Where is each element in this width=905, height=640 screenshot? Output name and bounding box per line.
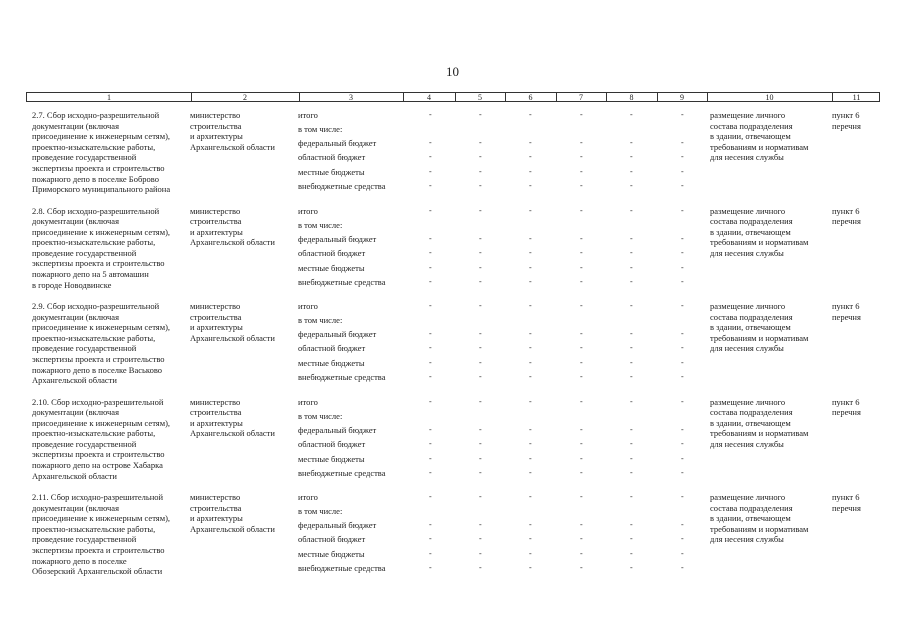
empty-value-dash: - bbox=[580, 138, 583, 147]
empty-value-dash: - bbox=[429, 453, 432, 463]
header-divider bbox=[191, 93, 192, 101]
empty-value-dash: - bbox=[529, 301, 532, 310]
empty-value-dash: - bbox=[580, 262, 583, 272]
empty-value-dash: - bbox=[429, 329, 432, 338]
funding-source-label: внебюджетные средства bbox=[298, 563, 386, 573]
empty-value-dash: - bbox=[479, 110, 482, 119]
empty-value-dash: - bbox=[681, 453, 684, 463]
empty-value-dash: - bbox=[479, 534, 482, 543]
empty-value-dash: - bbox=[681, 110, 684, 119]
empty-value-dash: - bbox=[429, 343, 432, 352]
expected-result: размещение личного состава подразделения в здании, отвечающем требованиям и нормативам для несения службы bbox=[710, 301, 809, 354]
empty-value-dash: - bbox=[681, 138, 684, 147]
funding-source-label: итого bbox=[298, 110, 318, 120]
empty-value-dash: - bbox=[580, 396, 583, 406]
empty-value-dash: - bbox=[630, 301, 633, 310]
empty-value-dash: - bbox=[479, 181, 482, 190]
empty-value-dash: - bbox=[429, 467, 432, 477]
empty-value-dash: - bbox=[529, 358, 532, 367]
empty-value-dash: - bbox=[529, 549, 532, 558]
executor: министерство строительства и архитектуры Архангельской области bbox=[190, 110, 275, 152]
empty-value-dash: - bbox=[580, 358, 583, 367]
funding-source-label: федеральный бюджет bbox=[298, 233, 377, 244]
empty-value-dash: - bbox=[529, 110, 532, 119]
header-cell: 2 bbox=[243, 93, 247, 102]
header-divider bbox=[299, 93, 300, 101]
empty-value-dash: - bbox=[529, 205, 532, 215]
expected-result: размещение личного состава подразделения в здании, отвечающем требованиям и нормативам для несения службы bbox=[710, 492, 809, 545]
empty-value-dash: - bbox=[529, 329, 532, 338]
empty-value-dash: - bbox=[580, 453, 583, 463]
empty-value-dash: - bbox=[429, 262, 432, 272]
empty-value-dash: - bbox=[681, 152, 684, 161]
header-cell: 7 bbox=[579, 93, 583, 102]
empty-value-dash: - bbox=[479, 205, 482, 215]
empty-value-dash: - bbox=[529, 233, 532, 243]
funding-source-label: местные бюджеты bbox=[298, 262, 365, 273]
empty-value-dash: - bbox=[580, 492, 583, 501]
header-cell: 1 bbox=[107, 93, 111, 102]
empty-value-dash: - bbox=[681, 329, 684, 338]
empty-value-dash: - bbox=[479, 138, 482, 147]
empty-value-dash: - bbox=[479, 549, 482, 558]
funding-source-label: местные бюджеты bbox=[298, 167, 365, 177]
empty-value-dash: - bbox=[479, 372, 482, 381]
funding-source-label: внебюджетные средства bbox=[298, 181, 386, 191]
empty-value-dash: - bbox=[429, 396, 432, 406]
empty-value-dash: - bbox=[429, 205, 432, 215]
empty-value-dash: - bbox=[580, 276, 583, 286]
activity-name: 2.10. Сбор исходно-разрешительной документации (включая присоединение к инженерным сетям), проектно-изыскательские работы, проведение государственной экспертизы проекта и строительство пожарного депо на острове Хабарка Архангельской области bbox=[32, 396, 171, 481]
empty-value-dash: - bbox=[479, 424, 482, 434]
empty-value-dash: - bbox=[429, 276, 432, 286]
empty-value-dash: - bbox=[580, 534, 583, 543]
funding-source-label: местные бюджеты bbox=[298, 549, 365, 559]
empty-value-dash: - bbox=[429, 152, 432, 161]
header-divider bbox=[832, 93, 833, 101]
expected-result: размещение личного состава подразделения в здании, отвечающем требованиям и нормативам для несения службы bbox=[710, 396, 809, 449]
empty-value-dash: - bbox=[630, 233, 633, 243]
empty-value-dash: - bbox=[529, 563, 532, 572]
header-cell: 9 bbox=[680, 93, 684, 102]
empty-value-dash: - bbox=[630, 110, 633, 119]
empty-value-dash: - bbox=[529, 520, 532, 529]
empty-value-dash: - bbox=[681, 424, 684, 434]
empty-value-dash: - bbox=[580, 343, 583, 352]
header-cell: 8 bbox=[629, 93, 634, 102]
empty-value-dash: - bbox=[429, 438, 432, 448]
header-divider bbox=[403, 93, 404, 101]
empty-value-dash: - bbox=[479, 343, 482, 352]
empty-value-dash: - bbox=[529, 492, 532, 501]
empty-value-dash: - bbox=[479, 276, 482, 286]
empty-value-dash: - bbox=[681, 563, 684, 572]
funding-source-label: областной бюджет bbox=[298, 438, 366, 449]
table-row bbox=[26, 110, 880, 202]
empty-value-dash: - bbox=[630, 467, 633, 477]
header-divider bbox=[505, 93, 506, 101]
empty-value-dash: - bbox=[630, 138, 633, 147]
empty-value-dash: - bbox=[630, 343, 633, 352]
empty-value-dash: - bbox=[580, 424, 583, 434]
empty-value-dash: - bbox=[479, 247, 482, 257]
executor: министерство строительства и архитектуры Архангельской области bbox=[190, 301, 275, 343]
empty-value-dash: - bbox=[429, 247, 432, 257]
empty-value-dash: - bbox=[529, 343, 532, 352]
empty-value-dash: - bbox=[580, 467, 583, 477]
empty-value-dash: - bbox=[580, 329, 583, 338]
empty-value-dash: - bbox=[630, 152, 633, 161]
header-cell: 11 bbox=[852, 93, 861, 102]
header-cell: 5 bbox=[478, 93, 482, 102]
header-cell: 4 bbox=[427, 93, 431, 102]
funding-source-label: в том числе: bbox=[298, 315, 343, 325]
empty-value-dash: - bbox=[429, 424, 432, 434]
empty-value-dash: - bbox=[630, 534, 633, 543]
executor: министерство строительства и архитектуры Архангельской области bbox=[190, 396, 275, 439]
expected-result: размещение личного состава подразделения в здании, отвечающем требованиям и нормативам для несения службы bbox=[710, 205, 809, 258]
empty-value-dash: - bbox=[529, 453, 532, 463]
header-divider bbox=[455, 93, 456, 101]
header-cell: 6 bbox=[528, 93, 533, 102]
activity-name: 2.8. Сбор исходно-разрешительной документации (включая присоединение к инженерным сетям), проектно-изыскательские работы, проведение государственной экспертизы проекта и строительство пожарного депо на 5 автомашин в городе Новодвинске bbox=[32, 205, 171, 290]
empty-value-dash: - bbox=[529, 138, 532, 147]
empty-value-dash: - bbox=[429, 492, 432, 501]
basis: пункт 6 перечня bbox=[832, 110, 861, 131]
table-row bbox=[26, 397, 880, 489]
funding-source-label: в том числе: bbox=[298, 124, 343, 134]
basis: пункт 6 перечня bbox=[832, 396, 861, 418]
funding-source-label: местные бюджеты bbox=[298, 358, 365, 368]
empty-value-dash: - bbox=[479, 438, 482, 448]
funding-source-label: федеральный бюджет bbox=[298, 138, 377, 148]
empty-value-dash: - bbox=[630, 549, 633, 558]
funding-source-label: местные бюджеты bbox=[298, 453, 365, 464]
empty-value-dash: - bbox=[630, 358, 633, 367]
executor: министерство строительства и архитектуры Архангельской области bbox=[190, 205, 275, 248]
empty-value-dash: - bbox=[630, 247, 633, 257]
empty-value-dash: - bbox=[681, 467, 684, 477]
empty-value-dash: - bbox=[429, 549, 432, 558]
empty-value-dash: - bbox=[681, 276, 684, 286]
empty-value-dash: - bbox=[479, 358, 482, 367]
empty-value-dash: - bbox=[681, 181, 684, 190]
funding-source-label: областной бюджет bbox=[298, 534, 366, 544]
empty-value-dash: - bbox=[479, 262, 482, 272]
empty-value-dash: - bbox=[580, 563, 583, 572]
funding-source-label: внебюджетные средства bbox=[298, 276, 386, 287]
page-number: 10 bbox=[446, 64, 459, 79]
funding-source-label: в том числе: bbox=[298, 219, 343, 230]
empty-value-dash: - bbox=[580, 247, 583, 257]
funding-source-label: федеральный бюджет bbox=[298, 520, 377, 530]
empty-value-dash: - bbox=[479, 301, 482, 310]
empty-value-dash: - bbox=[479, 453, 482, 463]
header-divider bbox=[707, 93, 708, 101]
empty-value-dash: - bbox=[681, 372, 684, 381]
empty-value-dash: - bbox=[580, 549, 583, 558]
empty-value-dash: - bbox=[681, 549, 684, 558]
empty-value-dash: - bbox=[479, 396, 482, 406]
basis: пункт 6 перечня bbox=[832, 205, 861, 227]
empty-value-dash: - bbox=[529, 167, 532, 176]
funding-source-label: областной бюджет bbox=[298, 247, 366, 258]
empty-value-dash: - bbox=[429, 301, 432, 310]
empty-value-dash: - bbox=[580, 233, 583, 243]
table-row bbox=[26, 206, 880, 298]
empty-value-dash: - bbox=[580, 110, 583, 119]
empty-value-dash: - bbox=[429, 520, 432, 529]
empty-value-dash: - bbox=[630, 424, 633, 434]
empty-value-dash: - bbox=[681, 167, 684, 176]
empty-value-dash: - bbox=[580, 301, 583, 310]
empty-value-dash: - bbox=[580, 372, 583, 381]
empty-value-dash: - bbox=[681, 534, 684, 543]
empty-value-dash: - bbox=[580, 167, 583, 176]
table-row bbox=[26, 301, 880, 393]
funding-source-label: областной бюджет bbox=[298, 152, 366, 162]
empty-value-dash: - bbox=[630, 329, 633, 338]
executor: министерство строительства и архитектуры Архангельской области bbox=[190, 492, 275, 534]
header-cell: 3 bbox=[349, 93, 353, 102]
empty-value-dash: - bbox=[529, 152, 532, 161]
empty-value-dash: - bbox=[529, 262, 532, 272]
empty-value-dash: - bbox=[429, 563, 432, 572]
empty-value-dash: - bbox=[479, 167, 482, 176]
expected-result: размещение личного состава подразделения в здании, отвечающем требованиям и нормативам для несения службы bbox=[710, 110, 809, 163]
empty-value-dash: - bbox=[630, 438, 633, 448]
activity-name: 2.9. Сбор исходно-разрешительной документации (включая присоединение к инженерным сетям), проектно-изыскательские работы, проведение государственной экспертизы проекта и строительство пожарного депо в поселке Васьково Архангельской области bbox=[32, 301, 171, 386]
empty-value-dash: - bbox=[529, 396, 532, 406]
empty-value-dash: - bbox=[630, 181, 633, 190]
header-divider bbox=[556, 93, 557, 101]
table-header bbox=[26, 92, 880, 102]
empty-value-dash: - bbox=[681, 247, 684, 257]
empty-value-dash: - bbox=[479, 520, 482, 529]
empty-value-dash: - bbox=[681, 205, 684, 215]
empty-value-dash: - bbox=[529, 276, 532, 286]
header-divider bbox=[657, 93, 658, 101]
empty-value-dash: - bbox=[479, 329, 482, 338]
funding-source-label: итого bbox=[298, 492, 318, 502]
empty-value-dash: - bbox=[681, 262, 684, 272]
empty-value-dash: - bbox=[580, 520, 583, 529]
empty-value-dash: - bbox=[681, 233, 684, 243]
empty-value-dash: - bbox=[429, 534, 432, 543]
basis: пункт 6 перечня bbox=[832, 301, 861, 322]
empty-value-dash: - bbox=[681, 301, 684, 310]
empty-value-dash: - bbox=[529, 372, 532, 381]
header-divider bbox=[606, 93, 607, 101]
empty-value-dash: - bbox=[429, 110, 432, 119]
empty-value-dash: - bbox=[630, 396, 633, 406]
empty-value-dash: - bbox=[429, 358, 432, 367]
funding-source-label: федеральный бюджет bbox=[298, 329, 377, 339]
funding-source-label: итого bbox=[298, 301, 318, 311]
empty-value-dash: - bbox=[630, 453, 633, 463]
empty-value-dash: - bbox=[630, 205, 633, 215]
header-cell: 10 bbox=[765, 93, 774, 102]
empty-value-dash: - bbox=[630, 262, 633, 272]
funding-source-label: в том числе: bbox=[298, 506, 343, 516]
empty-value-dash: - bbox=[479, 152, 482, 161]
empty-value-dash: - bbox=[630, 167, 633, 176]
activity-name: 2.11. Сбор исходно-разрешительной документации (включая присоединение к инженерным сетям), проектно-изыскательские работы, проведение государственной экспертизы проекта и строительство пожарного депо в поселке Обозерский Архангельской области bbox=[32, 492, 171, 577]
funding-source-label: внебюджетные средства bbox=[298, 467, 386, 478]
empty-value-dash: - bbox=[529, 438, 532, 448]
funding-source-label: внебюджетные средства bbox=[298, 372, 386, 382]
empty-value-dash: - bbox=[479, 467, 482, 477]
basis: пункт 6 перечня bbox=[832, 492, 861, 513]
funding-source-label: в том числе: bbox=[298, 410, 343, 421]
empty-value-dash: - bbox=[429, 372, 432, 381]
empty-value-dash: - bbox=[630, 276, 633, 286]
funding-source-label: областной бюджет bbox=[298, 343, 366, 353]
activity-name: 2.7. Сбор исходно-разрешительной документации (включая присоединение к инженерным сетям), проектно-изыскательские работы, проведение государственной экспертизы проекта и строительство пожарного депо в поселке Боброво Приморского муниципального района bbox=[32, 110, 171, 195]
empty-value-dash: - bbox=[580, 438, 583, 448]
empty-value-dash: - bbox=[580, 181, 583, 190]
empty-value-dash: - bbox=[630, 372, 633, 381]
empty-value-dash: - bbox=[529, 181, 532, 190]
empty-value-dash: - bbox=[681, 343, 684, 352]
empty-value-dash: - bbox=[630, 520, 633, 529]
empty-value-dash: - bbox=[479, 492, 482, 501]
empty-value-dash: - bbox=[630, 563, 633, 572]
empty-value-dash: - bbox=[580, 152, 583, 161]
funding-source-label: итого bbox=[298, 205, 318, 216]
empty-value-dash: - bbox=[529, 424, 532, 434]
empty-value-dash: - bbox=[429, 233, 432, 243]
empty-value-dash: - bbox=[479, 233, 482, 243]
table-row bbox=[26, 492, 880, 584]
empty-value-dash: - bbox=[630, 492, 633, 501]
empty-value-dash: - bbox=[529, 467, 532, 477]
empty-value-dash: - bbox=[429, 138, 432, 147]
empty-value-dash: - bbox=[681, 520, 684, 529]
empty-value-dash: - bbox=[529, 534, 532, 543]
empty-value-dash: - bbox=[529, 247, 532, 257]
empty-value-dash: - bbox=[681, 358, 684, 367]
empty-value-dash: - bbox=[580, 205, 583, 215]
empty-value-dash: - bbox=[429, 167, 432, 176]
empty-value-dash: - bbox=[429, 181, 432, 190]
funding-source-label: федеральный бюджет bbox=[298, 424, 377, 435]
empty-value-dash: - bbox=[681, 438, 684, 448]
empty-value-dash: - bbox=[681, 492, 684, 501]
empty-value-dash: - bbox=[479, 563, 482, 572]
empty-value-dash: - bbox=[681, 396, 684, 406]
funding-source-label: итого bbox=[298, 396, 318, 407]
